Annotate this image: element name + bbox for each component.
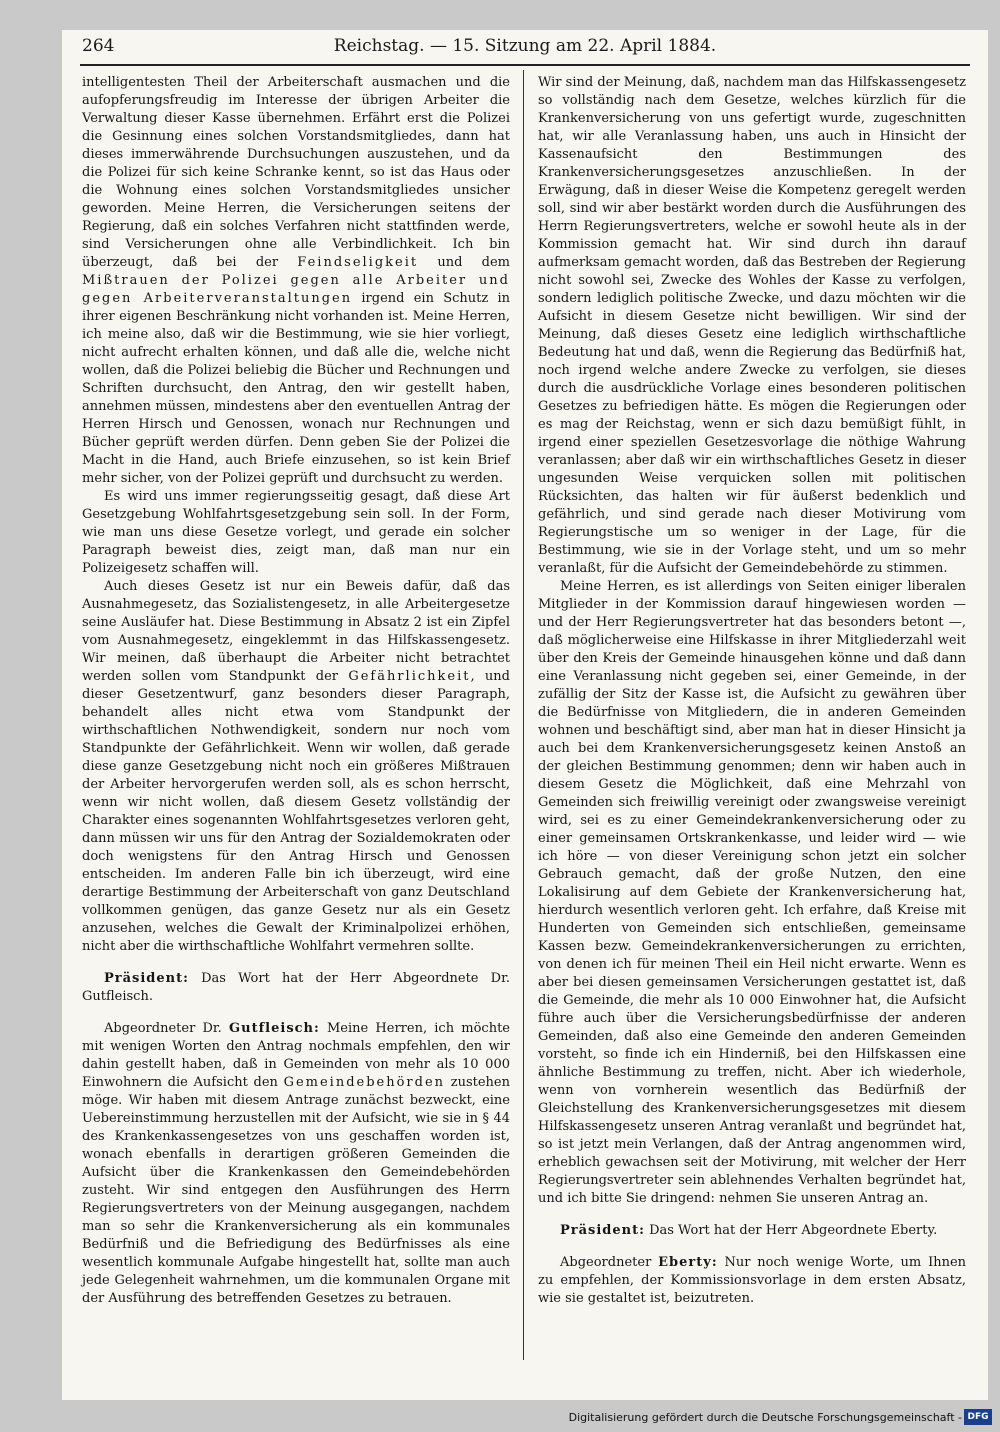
president-remark-left: [82, 970, 510, 1006]
header-rule: [80, 64, 970, 66]
left-paragraph-1: [82, 74, 510, 488]
dfg-logo: DFG: [964, 1409, 992, 1425]
right-column: [538, 74, 966, 1308]
president-remark-right: [538, 1222, 966, 1240]
text-run: intelligentesten Theil der Arbeiterschaft ausmachen und die aufopferungsfreudig im Interesse der übrigen Arbeiter die Verwaltung dieser Kasse übernehmen. Erfährt erst die Polizei die Gesinnung eines solchen Vorstandsmitgliedes, dann hat dieses immerwährende Durchsuchungen auszustehen, und da die Polizei für sich keine Schranke kennt, so ist das Haus oder die Wohnung eines solchen Vorstandsmitgliedes unsicher geworden. Meine Herren, die Versicherungen seitens der Regierung, daß ein solches Verfahren nicht stattfinden werde, sind Versicherungen ohne alle Verbindlichkeit. Ich bin überzeugt, daß bei der: [82, 75, 510, 270]
left-paragraph-2: Es wird uns immer regierungsseitig gesagt, daß diese Art Gesetzgebung Wohlfahrtsgesetzgebung sein soll. In der Form, wie man uns diese Gesetze vorlegt, und gerade ein solcher Paragraph beweist dies, zeigt man, daß man nur ein Polizeigesetz schaffen will.: [82, 489, 510, 576]
page-header: [82, 32, 968, 60]
emphasized-text: Mißtrauen der Polizei gegen alle Arbeiter und gegen Arbeiterveranstaltungen: [82, 273, 510, 306]
text-run: Abgeordneter: [560, 1255, 652, 1270]
right-paragraph-3: [538, 1254, 966, 1308]
text-run: Meine Herren, ich möchte mit wenigen Worten den Antrag nochmals empfehlen, den wir dahin gestellt haben, daß in Gemeinden von mehr als 10 000 Einwohnern die Aufsicht den: [82, 1021, 510, 1090]
text-run: Nur noch wenige Worte, um Ihnen zu empfehlen, der Kommissionsvorlage in dem ersten Absatz, wie sie gestaltet ist, beizutreten.: [538, 1255, 967, 1306]
speaker-name: Eberty:: [658, 1255, 718, 1270]
speaker-label: Präsident:: [104, 971, 189, 986]
emphasized-text: Gemeindebehörden: [283, 1075, 446, 1090]
emphasized-text: Feindseligkeit: [297, 255, 419, 270]
right-paragraph-2: Meine Herren, es ist allerdings von Seiten einiger liberalen Mitglieder in der Kommission darauf hingewiesen worden — und der Herr Regierungsvertreter hat das besonders betont —, daß möglicherweise eine Hilfskasse in ihrer Mitgliederzahl weit über den Kreis der Gemeinde hinausgehen könne und daß dann eine Veranlassung nicht gegeben sei, einer Gemeinde, in der zufällig der Sitz der Kasse ist, die Aufsicht zu gewähren über die Bedürfnisse von Mitgliedern, die in anderen Gemeinden wohnen und beschäftigt sind, aber man hat in dieser Hinsicht ja auch bei dem Krankenversicherungsgesetz keinen Anstoß an der gleichen Bestimmung genommen; denn wir haben auch in diesem Gesetz die Möglichkeit, daß eine Mehrzahl von Gemeinden sich freiwillig vereinigt oder zwangsweise vereinigt wird, sei es zu einer Gemeindekrankenversicherung oder zu einer gemeinsamen Ortskrankenkasse, und leider wird — wie ich höre — von dieser Vereinigung schon jetzt ein solcher Gebrauch gemacht, daß der große Nutzen, den eine Lokalisirung auf dem Gebiete der Krankenversicherung hat, hierdurch wesentlich verloren geht. Ich erfahre, daß Kreise mit Hunderten von Gemeinden sich entschließen, gemeinsame Kassen bezw. Gemeindekrankenversicherungen zu errichten, von denen ich für meinen Theil ein Heil nicht erwarte. Wenn es aber bei diesen gemeinsamen Versicherungen gestattet ist, daß die Gemeinde, die mehr als 10 000 Einwohner hat, die Aufsicht führe auch über die Versicherungsbedürfnisse der anderen Gemeinden, daß also eine Gemeinde den anderen Gemeinden vorsteht, so finde ich ein Hinderniß, bei den Hilfskassen eine ähnliche Bestimmung zu treffen, nicht. Aber ich wiederhole, wenn von vornherein wesentlich das Bedürfniß der Gleichstellung des Krankenversicherungsgesetzes mit diesem Hilfskassengesetz unseren Antrag veranlaßt und begründet hat, so ist jetzt mein Verlangen, daß der Antrag angenommen wird, erheblich gewachsen seit der Motivirung, mit welcher der Herr Regierungsvertreter sein ablehnendes Verhalten begründet hat, und ich bitte Sie dringend: nehmen Sie unseren Antrag an.: [538, 579, 966, 1206]
text-run: Abgeordneter Dr.: [104, 1021, 222, 1036]
speaker-name: Gutfleisch:: [229, 1021, 320, 1036]
emphasized-text: Gefährlichkeit: [348, 669, 471, 684]
column-divider: [523, 70, 524, 1360]
text-run: und dem: [437, 255, 510, 270]
text-run: zustehen möge. Wir haben mit diesem Antrage zunächst bezweckt, eine Uebereinstimmung herzustellen mit der Aufsicht, wie sie in § 44 des Krankenkassengesetzes von uns geschaffen worden ist, wonach ebenfalls in derartigen größeren Gemeinden die Aufsicht über die Krankenkassen den Gemeindebehörden zusteht. Wir sind entgegen den Ausführungen des Herrn Regierungsvertreters von der Meinung ausgegangen, nachdem man so sehr die Krankenversicherung als ein kommunales Bedürfniß und die Befriedigung des Bedürfnisses als eine wesentlich kommunale Aufgabe hingestellt hat, sollte man auch jede Gelegenheit wahrnehmen, um die kommunalen Organe mit der Ausführung des betreffenden Gesetzes zu betrauen.: [82, 1075, 510, 1306]
text-run: Das Wort hat der Herr Abgeordnete Dr. Gutfleisch.: [82, 971, 510, 1004]
running-title: Reichstag. — 15. Sitzung am 22. April 1884.: [333, 36, 717, 56]
scanned-page: [62, 30, 988, 1400]
left-paragraph-4: [82, 1020, 510, 1308]
right-paragraph-1: Wir sind der Meinung, daß, nachdem man das Hilfskassengesetz so vollständig nach dem Gesetze, welches kürzlich für die Krankenversicherung von uns gefertigt wurde, zugeschnitten hat, wir alle Veranlassung haben, uns auch in Hinsicht der Kassenaufsicht den Bestimmungen des Krankenversicherungsgesetzes anzuschließen. In der Erwägung, daß in dieser Weise die Kompetenz geregelt werden soll, sind wir aber bestärkt worden durch die Ausführungen des Herrn Regierungsvertreters, welche er sowohl heute als in der Kommission gemacht hat. Wir sind durch ihn darauf aufmerksam gemacht worden, daß das Bestreben der Regierung nicht sowohl sei, Zwecke des Wohles der Kasse zu verfolgen, sondern lediglich politische Zwecke, und dazu möchten wir die Aufsicht in diesem Gesetze nicht bewilligen. Wir sind der Meinung, daß dieses Gesetz eine lediglich wirthschaftliche Bedeutung hat und daß, wenn die Regierung das Bedürfniß hat, noch irgend welche andere Zwecke zu verfolgen, sie dieses durch die ausdrückliche Vorlage eines besonderen politischen Gesetzes zu befriedigen hätte. Es mögen die Regierungen oder es mag der Reichstag, wenn er sich dazu bemüßigt fühlt, in irgend einer speziellen Gesetzesvorlage die nöthige Wahrung veranlassen; aber daß wir ein wirthschaftliches Gesetz in dieser ungesunden Weise verquicken sollen mit politischen Rücksichten, das halten wir für äußerst bedenklich und gefährlich, und sind gerade nach dieser Motivirung vom Regierungstische um so weniger in der Lage, für die Bestimmung, wie sie in der Vorlage steht, und um so mehr veranlaßt, für die Aufsicht der Gemeindebehörde zu stimmen.: [538, 75, 966, 576]
text-run: Das Wort hat der Herr Abgeordnete Eberty.: [649, 1223, 938, 1238]
page-number: 264: [82, 36, 115, 56]
left-paragraph-3: [82, 578, 510, 956]
footer: [0, 1408, 1000, 1428]
text-run: irgend ein Schutz in ihrer eigenen Beschränkung nicht vorhanden ist. Meine Herren, ich meine also, daß wir die Bestimmung, wie sie hier vorliegt, nicht aufrecht erhalten können, und daß alle die, welche nicht wollen, daß die Polizei beliebig die Bücher und Rechnungen und Schriften durchsucht, den Antrag, den wir gestellt haben, annehmen müssen, mindestens aber den eventuellen Antrag der Herren Hirsch und Genossen, wonach nur Rechnungen und Bücher geprüft werden dürfen. Denn geben Sie der Polizei die Macht in die Hand, auch Briefe einzusehen, so ist kein Brief mehr sicher, von der Polizei geprüft und durchsucht zu werden.: [82, 291, 510, 486]
text-run: , und dieser Gesetzentwurf, ganz besonders dieser Paragraph, behandelt alles nicht etwa vom Standpunkt der wirthschaftlichen Nothwendigkeit, sondern nur noch vom Standpunkte der Gefährlichkeit. Wenn wir wollen, daß gerade diese ganze Gesetzgebung nicht noch ein größeres Mißtrauen der Arbeiter hervorgerufen werden soll, als es schon herrscht, wenn wir nicht wollen, daß diesem Gesetz vollständig der Charakter eines sogenannten Wohlfahrtsgesetzes verloren geht, dann müssen wir uns für den Antrag der Sozialdemokraten oder doch wenigstens für den Antrag Hirsch und Genossen entscheiden. Im anderen Falle bin ich überzeugt, wird eine derartige Bestimmung der Arbeiterschaft von ganz Deutschland vollkommen genügen, das ganze Gesetz nur als ein Gesetz anzusehen, welches die Gewalt der Kriminalpolizei erhöhen, nicht aber die wirthschaftliche Wohlfahrt vermehren sollte.: [82, 669, 510, 954]
funding-credit: Digitalisierung gefördert durch die Deutsche Forschungsgemeinschaft -: [568, 1411, 962, 1424]
speaker-label: Präsident:: [560, 1223, 645, 1238]
text-run: Auch dieses Gesetz ist nur ein Beweis dafür, daß das Ausnahmegesetz, das Sozialistengesetz, in alle Arbeitergesetze seine Ausläufer hat. Diese Bestimmung in Absatz 2 ist ein Zipfel vom Ausnahmegesetz, eingeklemmt in das Hilfskassengesetz. Wir meinen, daß überhaupt die Arbeiter nicht betrachtet werden sollen vom Standpunkt der: [82, 579, 510, 684]
left-column: [82, 74, 510, 1308]
